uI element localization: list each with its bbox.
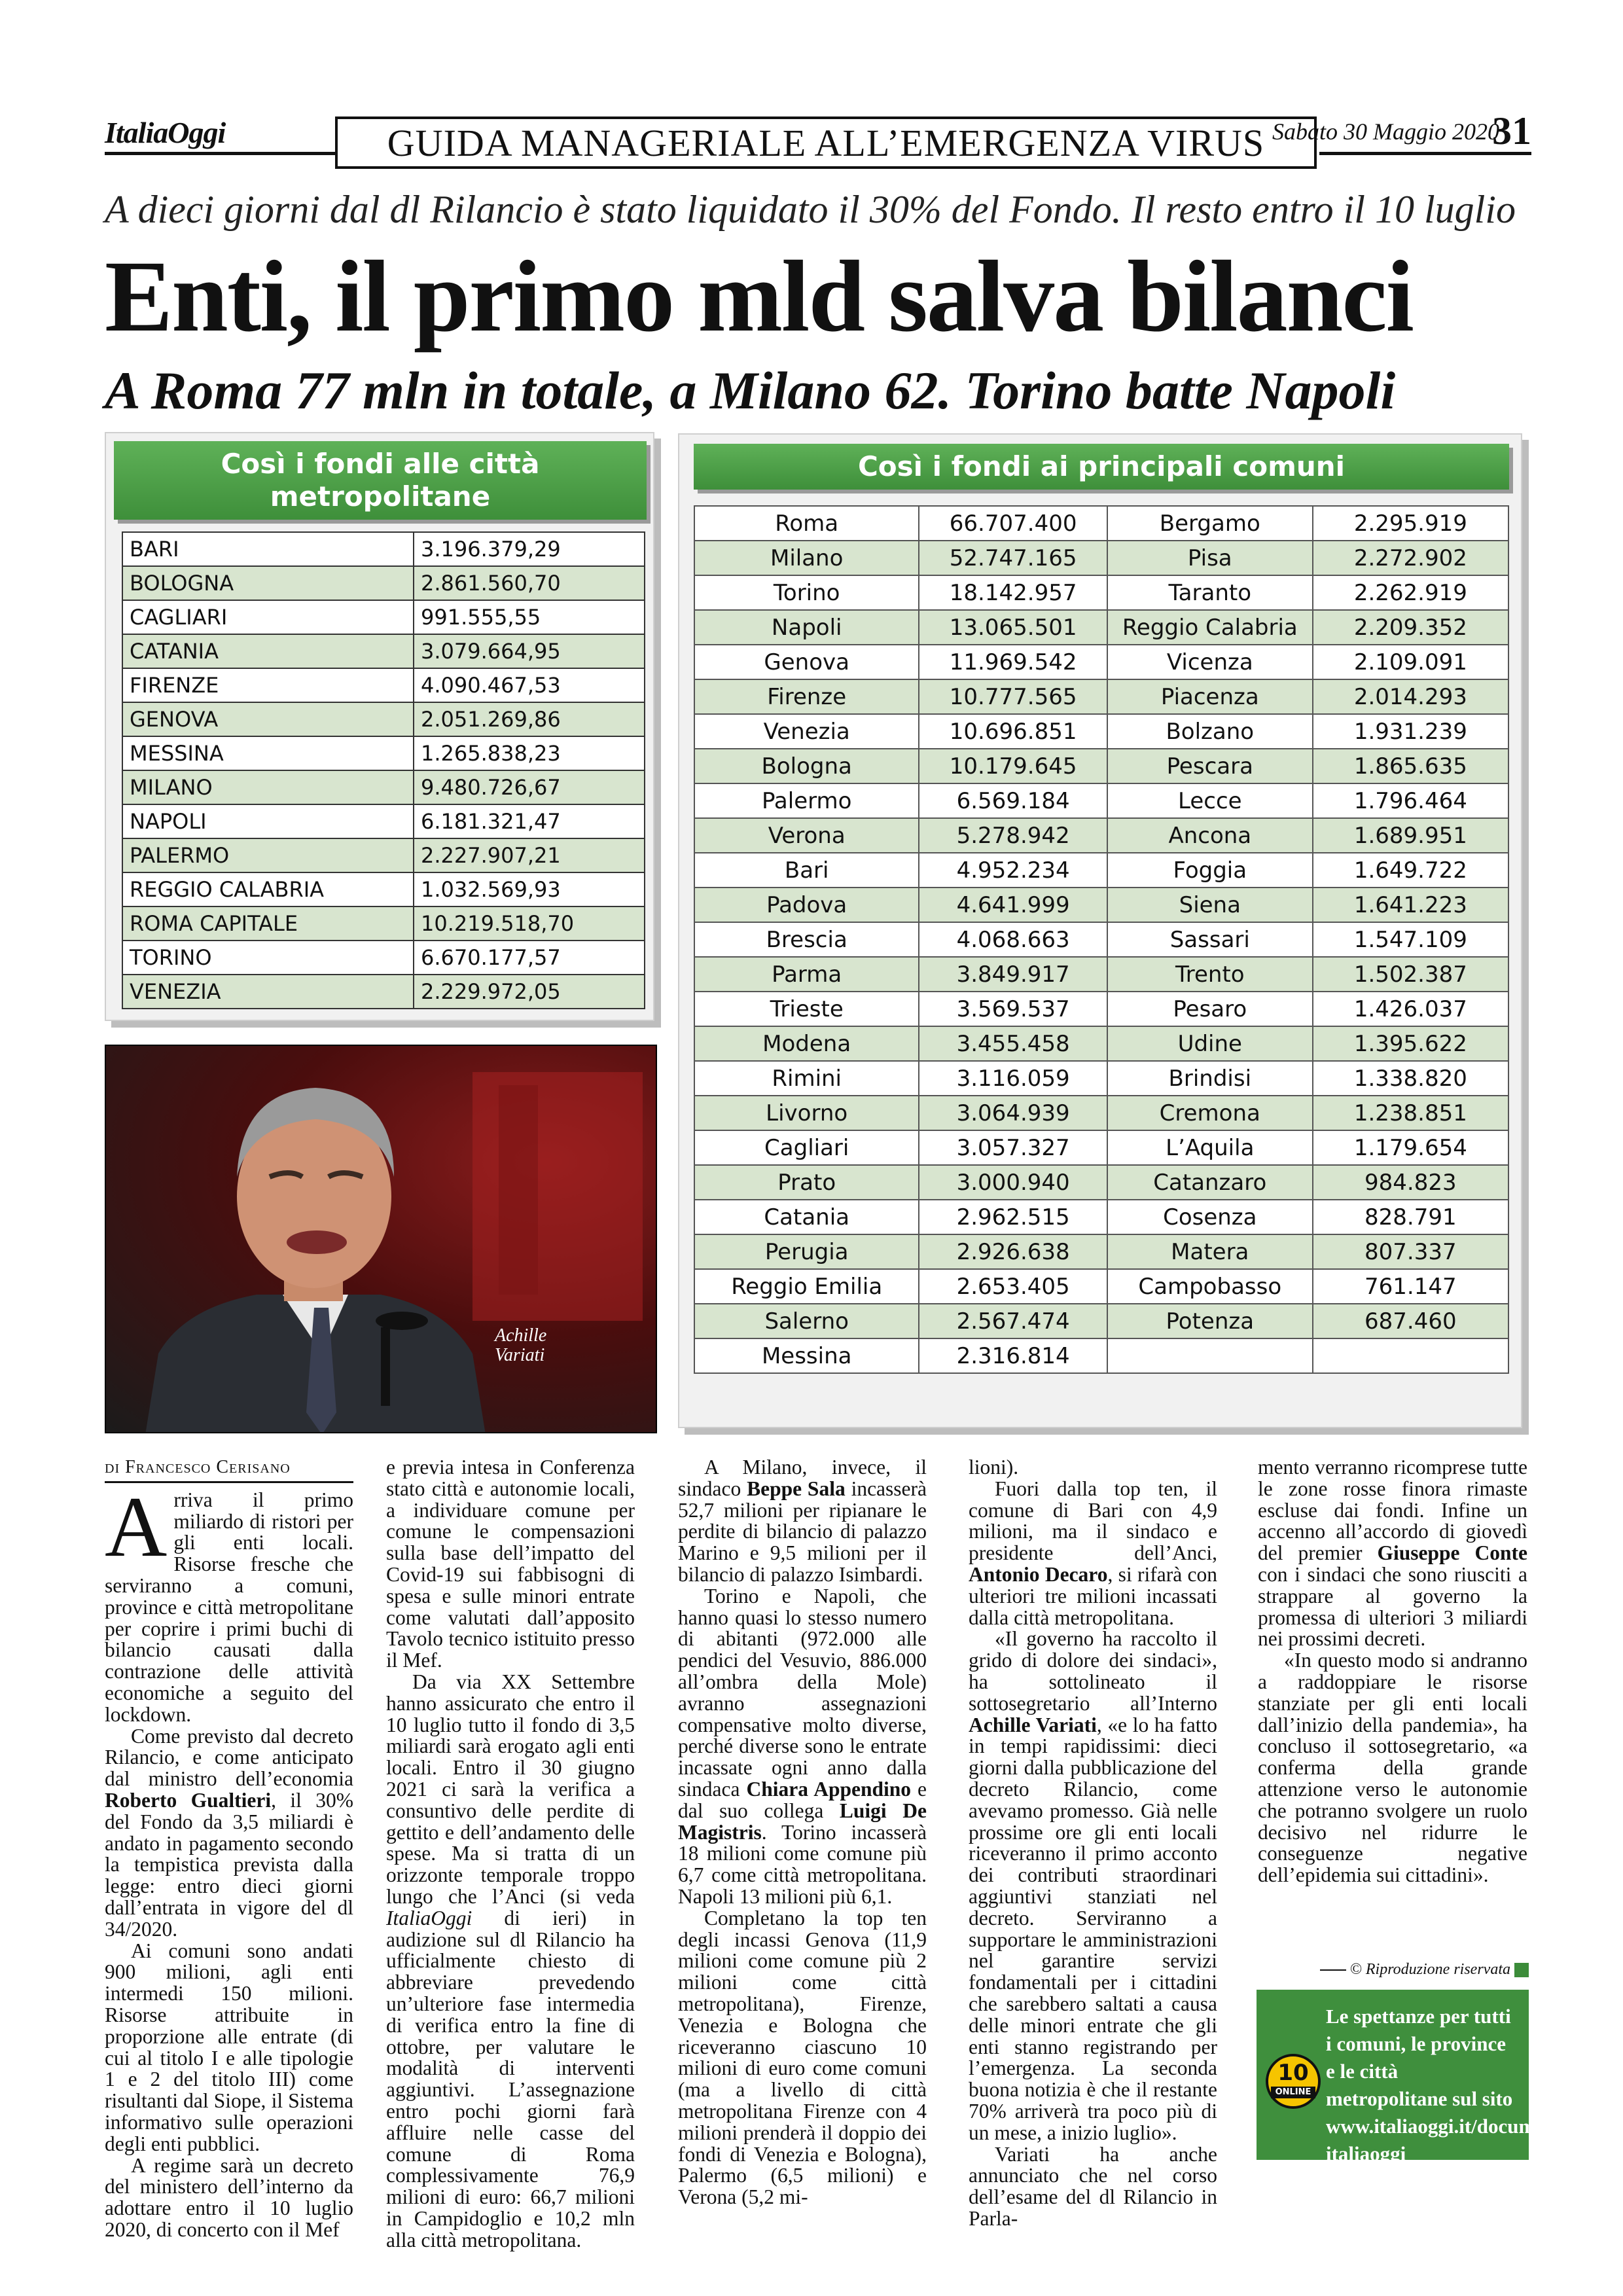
comune-name-cell: Pesaro (1107, 992, 1313, 1026)
person-name: Roberto Gualtieri (105, 1788, 272, 1812)
article-paragraph (386, 1457, 635, 1672)
comune-amount-cell: 2.209.352 (1313, 610, 1508, 645)
article-kicker: A dieci giorni dal dl Rilancio è stato liquidato il 30% del Fondo. Il resto entro il 10 luglio (105, 188, 1516, 231)
article-paragraph (105, 2155, 353, 2241)
comune-name-cell: Lecce (1107, 783, 1313, 818)
comune-name-cell: Venezia (694, 714, 919, 749)
comune-amount-cell: 761.147 (1313, 1269, 1508, 1304)
online-badge-icon (1266, 2054, 1321, 2109)
comune-name-cell: Catanzaro (1107, 1165, 1313, 1200)
masthead-rule-left (105, 152, 335, 155)
comune-amount-cell: 6.569.184 (919, 783, 1107, 818)
comune-amount-cell: 1.796.464 (1313, 783, 1508, 818)
comune-name-cell: Vicenza (1107, 645, 1313, 679)
comune-name-cell: Salerno (694, 1304, 919, 1338)
comune-amount-cell: 1.395.622 (1313, 1026, 1508, 1061)
comune-name-cell: Catania (694, 1200, 919, 1234)
table-row (122, 532, 645, 566)
comune-amount-cell: 1.865.635 (1313, 749, 1508, 783)
article-paragraph (386, 1672, 635, 2251)
comune-name-cell: Ancona (1107, 818, 1313, 853)
comune-name-cell: Parma (694, 957, 919, 992)
comune-name-cell: L’Aquila (1107, 1130, 1313, 1165)
person-name: Chiara Appendino (746, 1777, 912, 1801)
comune-amount-cell: 1.649.722 (1313, 853, 1508, 888)
metro-amount-cell: 2.227.907,21 (414, 838, 645, 872)
badge-label: ONLINE (1271, 2087, 1315, 2098)
dropcap: A (105, 1478, 168, 1575)
paragraph-text: Come previsto dal decreto Rilancio, e come anticipato dal ministro dell’economia (105, 1724, 353, 1791)
comune-amount-cell: 10.777.565 (919, 679, 1107, 714)
comune-amount-cell: 18.142.957 (919, 575, 1107, 610)
article-paragraph (105, 1941, 353, 2155)
metro-amount-cell: 1.032.569,93 (414, 872, 645, 906)
comune-name-cell: Brindisi (1107, 1061, 1313, 1096)
comune-amount-cell: 807.337 (1313, 1234, 1508, 1269)
comune-name-cell: Cremona (1107, 1096, 1313, 1130)
paragraph-text: Torino e Napoli, che hanno quasi lo stesso numero di abitanti (972.000 alle pendici del Vesuvio, 886.000 all’ombra della Mole) avranno assegnazioni compensative molto diverse, perché diverse sono le entrate incassate ogni anno dalla sindaca (678, 1584, 927, 1801)
metro-city-cell: CAGLIARI (122, 600, 414, 634)
article-column-2 (386, 1457, 635, 2251)
comuni-table-panel (678, 433, 1522, 1428)
comune-name-cell: Trento (1107, 957, 1313, 992)
comune-name-cell: Modena (694, 1026, 919, 1061)
person-name: Beppe Sala (747, 1477, 846, 1500)
comune-amount-cell: 2.316.814 (919, 1338, 1107, 1373)
comune-amount-cell: 3.455.458 (919, 1026, 1107, 1061)
article-subhead: A Roma 77 mln in totale, a Milano 62. Torino batte Napoli (105, 361, 1396, 420)
person-name: Giuseppe Conte (1377, 1541, 1527, 1565)
metro-table-panel (105, 432, 654, 1021)
paragraph-text: Completano la top ten degli incassi Genova (11,9 milioni come comune più 2 milioni come città metropolitana), Firenze, Venezia e Bologna che riceveranno ciascuno 10 milioni di euro come comuni (ma a livello di città metropolitana Firenze con 4 milioni prenderà il doppio dei fondi di Venezia e Bologna), Palermo (6,5 milioni) e Verona (5,2 mi- (678, 1906, 927, 2209)
comune-amount-cell: 5.278.942 (919, 818, 1107, 853)
table-row (122, 906, 645, 941)
comune-amount-cell: 2.014.293 (1313, 679, 1508, 714)
caption-line1: Achille (495, 1325, 547, 1346)
table-row (694, 610, 1508, 645)
comune-amount-cell: 1.641.223 (1313, 888, 1508, 922)
table-row (694, 1026, 1508, 1061)
metro-amount-cell: 1.265.838,23 (414, 736, 645, 770)
comune-name-cell: Reggio Calabria (1107, 610, 1313, 645)
comune-amount-cell: 2.262.919 (1313, 575, 1508, 610)
comune-name-cell: Bari (694, 853, 919, 888)
paragraph-text: con i sindaci che sono riusciti a strappare al governo la promessa di ulteriori 3 miliardi nei prossimi decreti. (1258, 1562, 1527, 1651)
article-paragraph (678, 1586, 927, 1908)
comune-name-cell: Prato (694, 1165, 919, 1200)
comune-amount-cell: 10.696.851 (919, 714, 1107, 749)
table-row (694, 575, 1508, 610)
table-row (122, 838, 645, 872)
metro-city-cell: BARI (122, 532, 414, 566)
comune-name-cell: Roma (694, 506, 919, 541)
table-row (122, 736, 645, 770)
article-paragraph (969, 1628, 1217, 2144)
table-row (694, 1200, 1508, 1234)
table-row (694, 645, 1508, 679)
portrait-photo (105, 1045, 657, 1433)
table-row (122, 941, 645, 975)
paragraph-text: lioni). (969, 1456, 1019, 1479)
table-row (122, 804, 645, 838)
comune-amount-cell: 4.952.234 (919, 853, 1107, 888)
metro-amount-cell: 3.079.664,95 (414, 634, 645, 668)
comune-amount-cell: 1.426.037 (1313, 992, 1508, 1026)
comune-amount-cell: 3.849.917 (919, 957, 1107, 992)
comune-amount-cell: 3.000.940 (919, 1165, 1107, 1200)
table-row (122, 770, 645, 804)
table-row (694, 1304, 1508, 1338)
paragraph-text: Fuori dalla top ten, il comune di Bari con 4,9 milioni, ma il sindaco e presidente dell’Anci, (969, 1477, 1217, 1565)
paragraph-text: «Il governo ha raccolto il grido di dolore dei sindaci», ha sottolineato il sottosegretario all’Interno (969, 1627, 1217, 1715)
comune-amount-cell: 687.460 (1313, 1304, 1508, 1338)
comune-amount-cell: 66.707.400 (919, 506, 1107, 541)
paragraph-text: Ai comuni sono andati 900 milioni, agli enti intermedi 150 milioni. Risorse attribuite in proporzione alle entrate (di cui al titolo I e alle tipologie 1 e 2 del titolo III) come risultanti dal Siope, il Sistema informativo sulle operazioni degli enti pubblici. (105, 1939, 353, 2155)
logo: ItaliaOggi (105, 116, 226, 149)
metro-title-line1: Così i fondi alle città (221, 448, 540, 480)
metro-amount-cell: 3.196.379,29 (414, 532, 645, 566)
metro-city-cell: ROMA CAPITALE (122, 906, 414, 941)
metro-amount-cell: 4.090.467,53 (414, 668, 645, 702)
table-row (122, 702, 645, 736)
article-paragraph (1258, 1457, 1527, 1650)
publication-name: ItaliaOggi (386, 1906, 473, 1929)
person-name: Antonio Decaro (969, 1562, 1108, 1586)
masthead (105, 111, 1531, 170)
article-column-4 (969, 1457, 1217, 2230)
table-row (122, 634, 645, 668)
comune-amount-cell: 1.502.387 (1313, 957, 1508, 992)
comune-name-cell (1107, 1338, 1313, 1373)
table-row (694, 1096, 1508, 1130)
comune-name-cell: Bologna (694, 749, 919, 783)
table-row (694, 818, 1508, 853)
comune-amount-cell: 3.064.939 (919, 1096, 1107, 1130)
paragraph-text: rriva il primo miliardo di ristori per gli enti locali. Risorse fresche che serviranno a comuni, province e città metropolitane per coprire i primi buchi di bilancio causati dalla contrazione delle attività economiche a seguito del lockdown. (105, 1488, 353, 1726)
table-row (694, 1338, 1508, 1373)
comuni-table (694, 505, 1509, 1374)
paragraph-text: e dal suo collega (678, 1777, 927, 1822)
comune-name-cell: Pescara (1107, 749, 1313, 783)
online-box-text[interactable]: Le spettanze per tutti i comuni, le province e le città metropolitane sul sito www.italiaoggi.it/documenti-italiaoggi (1326, 2005, 1575, 2165)
comune-amount-cell (1313, 1338, 1508, 1373)
table-row (694, 1130, 1508, 1165)
paragraph-text: di ieri) in audizione sul dl Rilancio ha ufficialmente chiesto di abbreviare prevedendo un’ulteriore fase intermedia di verifica entro la fine di ottobre, per valutare le modalità di interventi aggiuntivi. L’assegnazione entro pochi giorni farà affluire nelle casse del comune di Roma complessivamente 76,9 milioni di euro: 66,7 milioni in Campidoglio e 10,2 mln alla città metropolitana. (386, 1906, 635, 2251)
table-row (694, 783, 1508, 818)
comune-name-cell: Matera (1107, 1234, 1313, 1269)
table-row (694, 1269, 1508, 1304)
comune-amount-cell: 10.179.645 (919, 749, 1107, 783)
comune-name-cell: Foggia (1107, 853, 1313, 888)
comune-amount-cell: 11.969.542 (919, 645, 1107, 679)
comune-amount-cell: 1.689.951 (1313, 818, 1508, 853)
article-column-5 (1258, 1457, 1527, 1886)
metro-city-cell: NAPOLI (122, 804, 414, 838)
comune-amount-cell: 4.068.663 (919, 922, 1107, 957)
comune-name-cell: Sassari (1107, 922, 1313, 957)
article-paragraph (969, 2144, 1217, 2230)
comune-name-cell: Rimini (694, 1061, 919, 1096)
comune-name-cell: Siena (1107, 888, 1313, 922)
paragraph-text: Da via XX Settembre hanno assicurato che entro il 10 luglio tutto il fondo di 3,5 miliardi sarà erogato agli enti locali. Entro il 30 giugno 2021 ci sarà la verifica a consuntivo delle perdite di gettito e dell’andamento delle spese. Ma si tratta di un orizzonte temporale troppo lungo che l’Anci (si veda (386, 1670, 635, 1908)
comune-name-cell: Palermo (694, 783, 919, 818)
comune-name-cell: Trieste (694, 992, 919, 1026)
table-row (694, 957, 1508, 992)
comune-amount-cell: 3.569.537 (919, 992, 1107, 1026)
comune-name-cell: Cagliari (694, 1130, 919, 1165)
section-title: GUIDA MANAGERIALE ALL’EMERGENZA VIRUS (335, 117, 1317, 169)
paragraph-text: A regime sarà un decreto del ministero dell’interno da adottare entro il 10 luglio 2020, di concerto con il Mef (105, 2153, 353, 2241)
table-row (694, 1234, 1508, 1269)
online-box (1257, 1990, 1575, 2165)
comune-name-cell: Brescia (694, 922, 919, 957)
portrait-illustration (106, 1046, 657, 1433)
comune-name-cell: Reggio Emilia (694, 1269, 919, 1304)
comune-name-cell: Udine (1107, 1026, 1313, 1061)
article-column-3 (678, 1457, 927, 2208)
metro-amount-cell: 6.670.177,57 (414, 941, 645, 975)
person-name: Achille Variati (969, 1713, 1097, 1736)
table-row (694, 853, 1508, 888)
comune-name-cell: Perugia (694, 1234, 919, 1269)
comune-amount-cell: 1.338.820 (1313, 1061, 1508, 1096)
comune-amount-cell: 2.653.405 (919, 1269, 1107, 1304)
comune-amount-cell: 4.641.999 (919, 888, 1107, 922)
comune-name-cell: Bolzano (1107, 714, 1313, 749)
metro-city-cell: GENOVA (122, 702, 414, 736)
metro-city-cell: TORINO (122, 941, 414, 975)
article-headline: Enti, il primo mld salva bilanci (105, 240, 1413, 353)
table-row (694, 992, 1508, 1026)
article-paragraph (678, 1908, 927, 2208)
metro-city-cell: FIRENZE (122, 668, 414, 702)
comune-name-cell: Potenza (1107, 1304, 1313, 1338)
photo-caption (495, 1326, 593, 1365)
metro-title-line2: metropolitane (270, 480, 491, 512)
comune-amount-cell: 2.109.091 (1313, 645, 1508, 679)
paragraph-text: , il 30% del Fondo da 3,5 miliardi è andato in pagamento secondo la tempistica prevista dalla legge: entro dieci giorni dall’entrata in vigore del dl 34/2020. (105, 1788, 353, 1941)
comune-name-cell: Milano (694, 541, 919, 575)
article-paragraph (969, 1457, 1217, 1479)
table-row (694, 749, 1508, 783)
comune-name-cell: Cosenza (1107, 1200, 1313, 1234)
comune-amount-cell: 2.295.919 (1313, 506, 1508, 541)
table-row (122, 975, 645, 1009)
paragraph-text: incasserà 52,7 milioni per ripianare le perdite di bilancio di palazzo Marino e 9,5 milioni per il bilancio di palazzo Isimbardi. (678, 1477, 927, 1586)
comune-name-cell: Torino (694, 575, 919, 610)
comune-amount-cell: 13.065.501 (919, 610, 1107, 645)
metro-amount-cell: 2.051.269,86 (414, 702, 645, 736)
comune-name-cell: Verona (694, 818, 919, 853)
table-row (694, 506, 1508, 541)
comune-amount-cell: 2.567.474 (919, 1304, 1107, 1338)
comune-name-cell: Livorno (694, 1096, 919, 1130)
table-row (122, 566, 645, 600)
comune-amount-cell: 2.926.638 (919, 1234, 1107, 1269)
comune-amount-cell: 3.057.327 (919, 1130, 1107, 1165)
comune-name-cell: Firenze (694, 679, 919, 714)
comune-amount-cell: 52.747.165 (919, 541, 1107, 575)
caption-line2: Variati (495, 1345, 545, 1365)
comune-amount-cell: 1.179.654 (1313, 1130, 1508, 1165)
article-paragraph (105, 1726, 353, 1941)
comune-amount-cell: 2.272.902 (1313, 541, 1508, 575)
comune-amount-cell: 1.238.851 (1313, 1096, 1508, 1130)
table-row (694, 888, 1508, 922)
metro-city-cell: BOLOGNA (122, 566, 414, 600)
comune-amount-cell: 984.823 (1313, 1165, 1508, 1200)
byline: di Francesco Cerisano (105, 1457, 353, 1483)
paragraph-text: mento verranno ricomprese tutte le zone rosse finora rimaste escluse dai fondi. Infine un accenno all’accordo di giovedì del premier (1258, 1456, 1527, 1565)
comune-name-cell: Piacenza (1107, 679, 1313, 714)
metro-amount-cell: 2.861.560,70 (414, 566, 645, 600)
table-row (694, 541, 1508, 575)
comune-amount-cell: 2.962.515 (919, 1200, 1107, 1234)
paragraph-text: Variati ha anche annunciato che nel corso dell’esame del dl Rilancio in Parla- (969, 2142, 1217, 2230)
paragraph-text: A Milano, invece, il sindaco (678, 1456, 927, 1500)
paragraph-text: , «e lo ha fatto in tempi rapidissimi: dieci giorni dalla pubblicazione del decreto Rilancio, come avevamo promesso. Già nelle prossime ore gli enti locali riceveranno il primo acconto dei contributi straordinari aggiuntivi stanziati nel decreto. Serviranno a supportare le amministrazioni nel garantire servizi fondamentali per i cittadini che sarebbero saltati a causa delle minori entrate che gli enti stanno registrando per l’emergenza. La seconda buona notizia è che il restante 70% arriverà tra poco più di un mese, a inizio luglio». (969, 1713, 1217, 2144)
article-paragraph (1258, 1650, 1527, 1886)
metro-amount-cell: 9.480.726,67 (414, 770, 645, 804)
table-row (694, 1061, 1508, 1096)
copyright-note: © Riproduzione riservata (1260, 1961, 1529, 1979)
page-number: 31 (1492, 109, 1531, 152)
table-row (694, 922, 1508, 957)
comune-name-cell: Messina (694, 1338, 919, 1373)
metro-city-cell: MESSINA (122, 736, 414, 770)
comune-amount-cell: 828.791 (1313, 1200, 1508, 1234)
badge-number: 10 (1277, 2060, 1309, 2086)
comune-name-cell: Bergamo (1107, 506, 1313, 541)
comune-name-cell: Pisa (1107, 541, 1313, 575)
comune-name-cell: Taranto (1107, 575, 1313, 610)
paragraph-text: , si rifarà con ulteriori tre milioni incassati dalla città metropolitana. (969, 1562, 1217, 1629)
table-row (122, 872, 645, 906)
article-paragraph (678, 1457, 927, 1586)
comune-amount-cell: 1.931.239 (1313, 714, 1508, 749)
comuni-table-title: Così i fondi ai principali comuni (694, 444, 1509, 490)
comune-amount-cell: 3.116.059 (919, 1061, 1107, 1096)
metro-city-cell: CATANIA (122, 634, 414, 668)
person-name: Luigi De Magistris (678, 1799, 927, 1844)
comune-name-cell: Padova (694, 888, 919, 922)
metro-table (122, 531, 645, 1009)
metro-amount-cell: 991.555,55 (414, 600, 645, 634)
comune-amount-cell: 1.547.109 (1313, 922, 1508, 957)
metro-city-cell: MILANO (122, 770, 414, 804)
comune-name-cell: Genova (694, 645, 919, 679)
paragraph-text: e previa intesa in Conferenza stato città e autonomie locali, a individuare comune per comune le compensazioni sulla base dell’impatto del Covid-19 sui fabbisogni di spesa e sulle minori entrate come valutati dall’apposito Tavolo tecnico istituito presso il Mef. (386, 1456, 635, 1672)
article-column-1 (105, 1457, 353, 2241)
metro-city-cell: REGGIO CALABRIA (122, 872, 414, 906)
table-row (122, 600, 645, 634)
paragraph-text: «In questo modo si andranno a raddoppiare le risorse stanziate per gli enti locali dall’inizio della pandemia», ha concluso il sottosegretario, «a conferma della grande attenzione verso le autonomie che potranno svolgere un ruolo decisivo nel ridurre le conseguenze negative dell’epidemia sui cittadini». (1258, 1649, 1527, 1887)
article-paragraph (969, 1479, 1217, 1629)
metro-city-cell: PALERMO (122, 838, 414, 872)
table-row (122, 668, 645, 702)
comune-name-cell: Napoli (694, 610, 919, 645)
date-text: Sabato 30 Maggio 2020 (1272, 118, 1499, 145)
metro-amount-cell: 10.219.518,70 (414, 906, 645, 941)
paragraph-text: . Torino incasserà 18 milioni come comune più 6,7 come città metropolitana. Napoli 13 milioni più 6,1. (678, 1820, 927, 1908)
table-row (694, 1165, 1508, 1200)
table-row (694, 679, 1508, 714)
metro-amount-cell: 2.229.972,05 (414, 975, 645, 1009)
metro-city-cell: VENEZIA (122, 975, 414, 1009)
metro-table-title (114, 441, 647, 520)
comune-name-cell: Campobasso (1107, 1269, 1313, 1304)
metro-amount-cell: 6.181.321,47 (414, 804, 645, 838)
table-row (694, 714, 1508, 749)
